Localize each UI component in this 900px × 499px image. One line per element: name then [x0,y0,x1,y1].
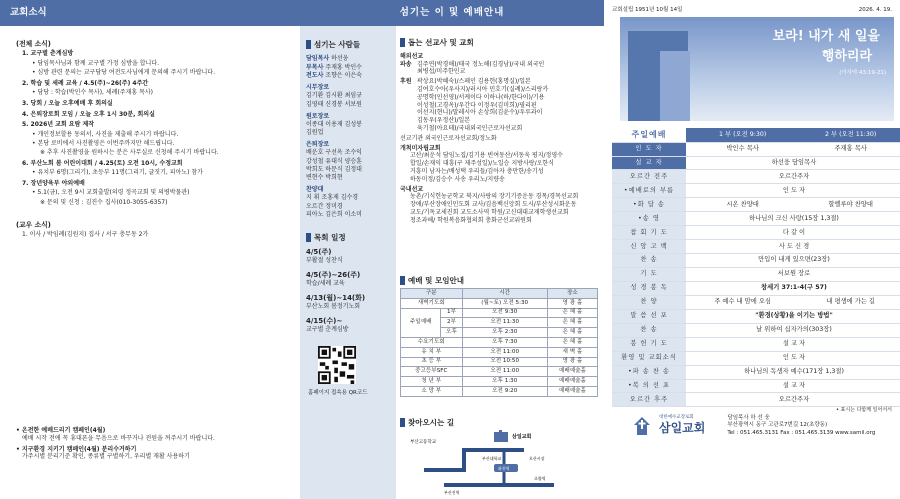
domestic-mission: 농촌/기식헌농군학교 북지/사랑의 장기기증운동 경목/경목선교회 [410,193,579,201]
map-label-school: 부산고등학교 [410,440,437,445]
times-cell: 예배예술홀 [547,386,597,396]
worship-order-label: 봉 헌 기 도 [612,337,686,351]
news-item: 5. 2026년 교회 요람 제작 [22,121,95,129]
worship-order-label: 기 도 [612,268,686,282]
supported-missionary: 곽상요(박혜숙)/스페인 김용헌(홍명실)/일본 [417,78,531,86]
worship-order-label: 찬 송 [612,323,686,337]
all-news-title: (전체 소식) [16,40,51,48]
servants-sidebar [300,26,396,499]
worship-order-value: "환경(상황)을 이기는 방법" [686,309,900,323]
worship-order-row [612,268,900,282]
servant-role: 찬양대 [306,185,324,193]
times-cell: 오후 1:30 [462,377,547,387]
map-label-church: 삼일교회 [512,434,532,440]
times-cell: 영 광 홀 [547,357,597,367]
worship-order-label: •화 답 송 [612,198,686,212]
worship-order-value: 인 도 자 [686,351,900,365]
worship-order-label: 설 교 자 [612,156,686,170]
servants-title: 섬기는 사람들 [306,40,396,50]
worship-order-row [612,323,900,337]
times-cell: 오전 11:00 [462,367,547,377]
times-cell: 은 혜 홀 [547,328,597,338]
worship-order-row [612,281,900,295]
worship-order-row [612,351,900,365]
building-graphic [660,51,690,121]
servant-names: 강성철 유대식 양승훈 [306,157,362,165]
cover-column [604,0,900,499]
news-item: 2. 학습 및 세례 교육 / 4.5(주)~26(주) 4주간 [22,79,149,87]
service-2-header: 2 부 (오전 11:30) [799,128,900,142]
sent-missionary: 김주연(박경해)/태국 정노해(김경남)/국내 외국인 [417,60,545,68]
mission-title: 돕는 선교사 및 교회 [400,38,600,48]
times-category: 새벽기도회 [401,298,463,308]
servant-names: 지 휘 조홍제 김수경 [306,194,359,202]
worship-order-row [612,254,900,268]
news-detail: • 5.1(금), 오전 9시 교회출발(의령 정곡교회 및 의병박물관) [32,189,190,197]
worship-order-label: 신 앙 고 백 [612,240,686,254]
worship-order-value: 창세기 37:1-4(구 57) [686,281,900,295]
worship-title: 주일예배 [612,128,686,142]
bulletin-date: 2026. 4. 19. [858,7,892,13]
church-building-icon [494,430,508,442]
worship-order-label: 찬 송 [612,254,686,268]
worship-order-row [612,142,900,156]
theme-title-line1: 보라! 내가 새 일을 [772,29,880,45]
times-head-category: 구분 [401,289,463,299]
map-label-market: 오산시장 [529,456,545,461]
campaign-notes [16,427,298,461]
worship-order-value: 박인수 목사 [686,142,799,156]
schedule-date: 4/15(수)~ [306,317,343,326]
supported-missionary: 공명학(인선영)/서케이다 이하나(하/한다이)/기용 [417,93,545,101]
times-category: 중고등부SFC [401,367,463,377]
map-label-station-1: 좌천역 [498,466,510,471]
supported-missionary: 육기철(아요테)/국내외국인근로자선교회 [417,124,523,132]
news-item: 7. 장년양육부 야외예배 [22,180,85,188]
pioneer-church: 합일/손재익 대흥(구 제주성일)/노일승 지방사랑/오한식 [410,160,554,168]
times-cell: 은 혜 홀 [547,318,597,328]
pioneer-church: 거흥미 남자는/배성택 우리들/김아자 충만한/송기성 [410,167,544,175]
times-cell: 오전 9:20 [462,386,547,396]
times-title: 예배 및 모임안내 [400,276,464,286]
servant-role: 부목사 [306,63,324,71]
worship-order-value: 오르간주자 [686,170,900,184]
worship-order-value: 인 도 자 [686,184,900,198]
sent-missionary: 최병섭/미주한인교 [417,68,466,76]
servant-row [306,55,396,63]
church-phone: Tel : 051.465.3131 Fax : 051.465.3139 www.samil.org [727,429,876,436]
worship-order-value: 다 같 이 [686,226,900,240]
times-row [401,377,598,387]
news-item: 6. 부산노회 봄 어린이대회 / 4.25(토) 오전 10시, 수정교회 [22,160,183,168]
times-row [401,347,598,357]
worship-order-row [612,184,900,198]
church-logo [630,415,705,437]
worship-order-value: 시온 찬양대 [686,198,799,212]
times-cell: 오전 11:30 [462,318,547,328]
worship-order-value: 주재홍 목사 [799,142,900,156]
supported-missionary: 이선지(현니)/말레시아 손상희(김윤수)/우루과이 [417,109,543,117]
worship-order-row [612,337,900,351]
church-contact [727,415,875,437]
times-cell: 2부 [441,318,462,328]
times-cell: 오전 10:50 [462,357,547,367]
schedule-date: 4/5(주) [306,248,332,257]
worship-order-row [612,295,900,309]
times-row [401,308,598,318]
worship-order-row [612,240,900,254]
church-address: 부산광역시 동구 고관로7번길 12(초량동) [727,422,828,429]
schedule-event: 부활절 성찬식 [306,257,343,265]
servant-row [306,64,396,72]
worship-order-label: 찬 양 [612,295,686,309]
times-head-time: 시간 [462,289,547,299]
times-cell: 영 광 홀 [547,298,597,308]
worship-order-value: 하나님의 독생자 예수(171장 1,3절) [686,365,900,379]
servant-role: 전도사 [306,72,324,80]
servants-worship-header: 섬기는 이 및 예배안내 [300,0,604,26]
worship-order-value: 오르간주자 [686,393,900,407]
worship-order-row [612,156,900,170]
map-label-station-2: 초량역 [534,476,546,481]
domestic-mission: 장애/부산장애인민도회 교사/김음백신앙회 도시/부산성시화운동 [410,201,577,209]
times-cell: 예배예술홀 [547,377,597,387]
campaign-detail: 가주시별 분리기준 확인, 종류별 구별하기, 우리별 재활 사용하기 [22,453,190,461]
times-cell: 오후 [441,328,462,338]
worship-order-row [612,226,900,240]
standing-note: • 표시는 다함께 일어서서 [835,407,892,414]
times-category: 유 치 부 [401,347,463,357]
worship-order-value: 할렐루야 찬양대 [799,198,900,212]
servant-row [306,72,396,80]
campaign-detail: 예배 시작 전에 꼭 휴대폰을 무음으로 바꾸거나 전원을 꺼주시기 바랍니다. [22,434,215,442]
times-row [401,367,598,377]
worship-order-value: 설 교 자 [686,379,900,393]
schedule-event: 학습/세례 교육 [306,280,345,288]
founded-date: 교회설립 1951년 10월 14일 [612,7,683,13]
schedule-date: 4/13(월)~14(화) [306,294,366,303]
times-cell: 예배예술홀 [547,367,597,377]
church-name: 삼일교회 [659,421,706,436]
worship-order-label: 성 경 봉 독 [612,281,686,295]
pioneer-church-label: 개척미자립교회 [400,144,441,152]
servant-names: 조향은 이은숙 [323,72,362,80]
map-label-univ: 부산대학교 [482,456,502,461]
worship-order-value: 주 예수 내 맘에 오심 [686,295,799,309]
times-head-place: 장소 [547,289,597,299]
times-category: 초 등 부 [401,357,463,367]
worship-order-row [612,198,900,212]
domestic-mission: 청조과해/ 학원복음화협의회 충화군선교위원회 [410,216,532,224]
domestic-mission-label: 국내선교 [400,185,424,193]
church-news-body [0,26,285,239]
times-cell: (월~토) 오전 5:30 [462,298,547,308]
worship-order-value: 사 도 신 경 [686,240,900,254]
news-detail: • 심방 관련 문의는 교구담당 여전도사님에게 문의해 주시기 바랍니다. [32,68,215,76]
news-item: 3. 당회 / 오늘 오후예배 후 회의실 [22,99,113,107]
times-cell: 새 벽 홀 [547,347,597,357]
worship-order-label: •복 의 선 포 [612,379,686,393]
directions-map[interactable] [404,430,598,496]
worship-order-label: 인 도 자 [612,142,686,156]
news-detail: • 본당 로비에서 사진촬영은 이번주까지만 해드립니다. [32,140,175,147]
news-detail: • 담당 : 학습(박인수 목사), 세례(주재홍 목사) [32,89,154,97]
news-detail: • 개인정보할용 동의서, 사진을 제출해 주시기 바랍니다. [32,130,179,138]
times-cell: 오후 2:30 [462,328,547,338]
news-detail: • 담임목사님과 함께 교구별 가정 심방을 합니다. [32,59,160,67]
worship-order-table [612,128,900,407]
worship-order-value: 하선웅 담임목사 [686,156,900,170]
times-row [401,386,598,396]
mission-organization: 선교기관 외국인근로자선교회/정노화 [400,134,497,142]
servant-names: 김영태 신경봉 서보원 [306,100,362,108]
senior-pastor: 담임목사 하 선 웅 [727,414,770,421]
bullet-block-icon [400,38,405,47]
servant-role: 원로장로 [306,112,330,120]
times-cell: 오후 7:30 [462,337,547,347]
pioneer-church: 하동미정/김승수 사송 우리노/지량송 [410,175,505,183]
servant-role: 시무장로 [306,84,330,92]
supported-missionary: 김여호수아(우사지)/러시아 민호기(실례)/스리랑카 [417,85,549,93]
worship-order-row [612,379,900,393]
schedule-title: 목회 일정 [306,233,396,243]
worship-order-label: •파 송 찬 송 [612,365,686,379]
service-1-header: 1 부 (오전 9:30) [686,128,799,142]
worship-order-value: 하나님의 크신 사랑(15장 1,3절) [686,212,900,226]
worship-order-label: 오르간 전주 [612,170,686,184]
mission-section [400,38,600,224]
sent-missionaries: 파송 김주연(박경해)/태국 정노해(김경남)/국내 외국인 최병섭/미주한인교 [400,60,545,76]
servant-names: 이종대 이용재 김성봉 [306,120,362,128]
servant-names: 박희도 하문식 김정대 [306,165,362,173]
theme-title-line2: 행하리라 [821,49,872,65]
church-news-header: 교회소식 [0,0,300,26]
servant-names: 변현수 박희현 [306,174,343,182]
times-category: 청 년 부 [401,377,463,387]
servant-role: 담임목사 [306,54,330,62]
servant-names: 하선웅 [329,54,349,62]
worship-order-label: •예배로의 부름 [612,184,686,198]
times-category: 소 망 부 [401,386,463,396]
times-cell: 오전 9:30 [462,308,547,318]
supported-missionary: 김동우(우정산)/일본 [417,117,471,125]
worship-order-label: 오르간 후주 [612,393,686,407]
worship-order-row [612,212,900,226]
worship-order-label: •송 영 [612,212,686,226]
servant-names: 오르간 정미경 [306,202,343,210]
worship-order-row [612,365,900,379]
news-detail: ※ 추후 사진촬영을 원하시는 분은 사무실로 신청해 주시기 바랍니다. [40,149,219,157]
theme-verse: (이사야 43:19-21) [839,70,886,77]
news-detail: ※ 문의 및 신청 : 김진수 집사(010-3055-6357) [40,198,168,206]
pioneer-church: 고산/최운석 담임노집/김기용 빈여동산/서동욱 평지/정영수 [410,152,563,160]
times-category: 주일예배 [401,308,441,337]
worship-order-row [612,309,900,323]
pastoral-schedule [306,233,396,334]
member-news-title: (교우 소식) [16,220,51,229]
servant-names: 김기환 김시환 최임규 [306,92,362,100]
homepage-qr-code[interactable] [318,346,356,384]
servant-names: 배운호 구선옥 조수익 [306,149,362,157]
times-cell: 오전 11:00 [462,347,547,357]
worship-order-value: 서보원 장로 [686,268,900,282]
times-row [401,337,598,347]
church-news-column [0,0,300,499]
times-row [401,357,598,367]
cover-header [604,7,900,14]
worship-order-row [612,170,900,184]
news-detail: • 유치부 6명(그리기), 초등부 11명(그리기, 글짓기, 피아노) 참가 [32,169,203,177]
servant-names: 김원업 [306,129,324,137]
times-category: 수요기도회 [401,337,463,347]
times-cell: 1부 [441,308,462,318]
worship-order-value: 만입이 내게 있으면(23장) [686,254,900,268]
worship-order-label: 환영 및 교회소식 [612,351,686,365]
times-row [401,298,598,308]
worship-order-value: 설 교 자 [686,337,900,351]
news-item: 1. 교구별 춘계심방 [22,50,74,58]
map-label-station-3: 부산진역 [444,490,460,495]
times-cell: 은 혜 홀 [547,337,597,347]
church-logo-icon [630,415,654,437]
servant-names: 피아노 김은희 이소미 [306,210,362,218]
news-item: 4. 은퇴장로회 모임 / 오늘 오후 1시 30분, 회의실 [22,110,155,118]
bullet-block-icon [400,418,405,427]
campaign-title: • 온전한 예배드리기 캠페인(4월) [16,427,106,434]
member-news-item: 1. 이사 / 박임례(김원지) 집사 / 서구 충무동 2가 [22,230,149,238]
overseas-mission-label: 해외선교 [400,52,424,60]
schedule-date: 4/5(주)~26(주) [306,271,361,280]
schedule-event: 교구별 춘계심방 [306,326,349,334]
bullet-block-icon [400,276,405,285]
worship-order-label: 참 회 기 도 [612,226,686,240]
worship-order-label: 말 씀 선 포 [612,309,686,323]
bullet-block-icon [306,40,311,49]
qr-caption: 홈페이지 접속용 QR코드 [308,389,368,396]
supported-missionary: 이성철(고경옥)/우간다 이정우(김미희)/필리핀 [417,101,537,109]
servants-worship-column [300,0,604,499]
domestic-mission: 교도/기독교세진회 교도소사역 학원/고신대대교재학생선교회 [410,208,569,216]
schedule-event: 부산노회 봄정기노회 [306,303,361,311]
worship-order-value: 날 위하여 십자가의(303장) [686,323,900,337]
servant-role: 은퇴장로 [306,140,330,148]
bullet-block-icon [306,233,311,242]
times-cell: 은 혜 홀 [547,308,597,318]
worship-times-table [400,288,598,397]
denomination: 대한예수교장로회 [659,415,694,421]
servant-names: 주재홍 박인수 [323,63,362,71]
worship-order-row [612,393,900,407]
cover-image [620,17,894,121]
directions-title: 찾아오시는 길 [400,418,454,428]
supported-missionaries: 후원 곽상요(박혜숙)/스페인 김용헌(홍명실)/일본 김여호수아(우사지)/러시아 민호기(실례)/스리랑카 공명학(인선영)/서케이다 이하나(하/한다이)/기용 이성철(고경옥)/우간다 이정우(김미희)/필리핀 이선지(현니)/말레시아 손상희(김윤수)/우루과이 김동우(우정산)/일본 육기철(아요테)/국내외국인근로자선교회 [400,78,549,132]
campaign-title: • 지구환경 지키기 캠페인(4월) 분리수거하기 [16,445,137,453]
worship-order-value: 내 평생에 가는 길 [799,295,900,309]
church-footer [604,415,900,437]
